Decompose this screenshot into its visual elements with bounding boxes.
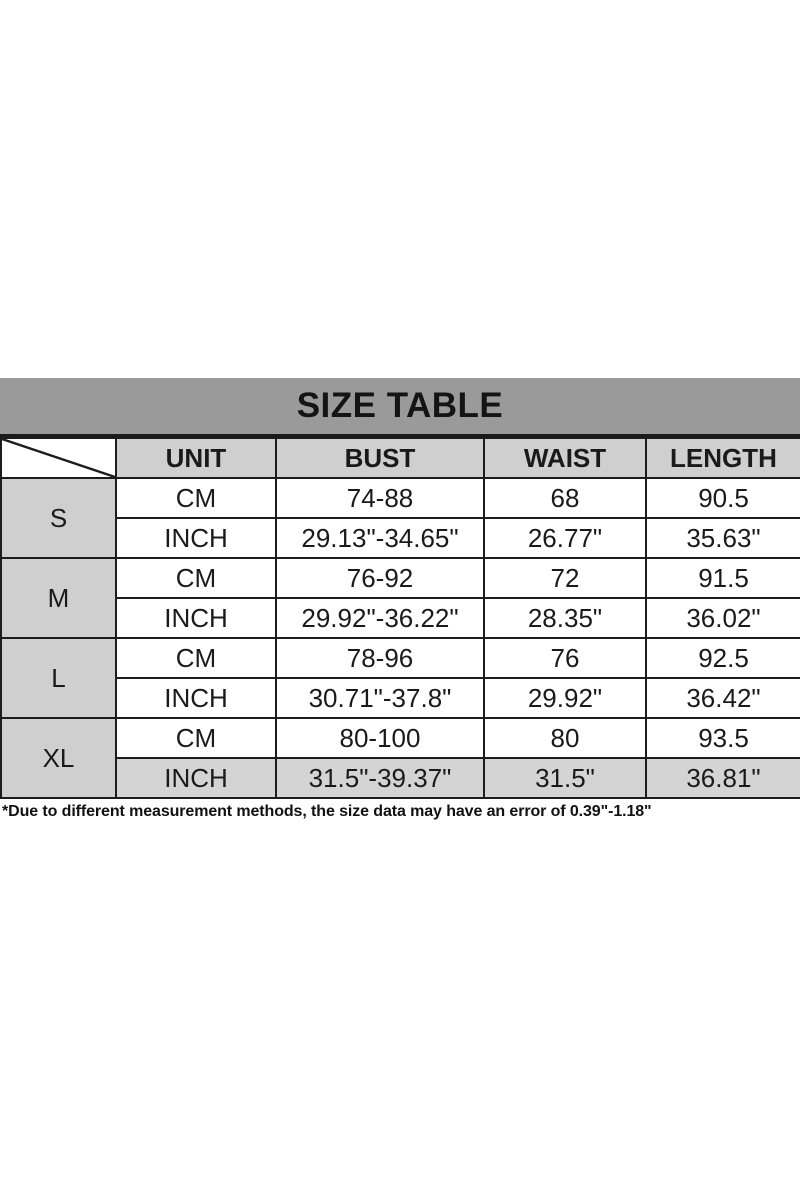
cell-xl-inch-waist: 31.5" <box>484 758 646 798</box>
cell-m-cm-bust: 76-92 <box>276 558 484 598</box>
size-table-title: SIZE TABLE <box>0 378 800 437</box>
cell-l-cm-unit: CM <box>116 638 276 678</box>
cell-m-inch-length: 36.02" <box>646 598 800 638</box>
cell-l-inch-length: 36.42" <box>646 678 800 718</box>
table-corner-cell <box>1 438 116 478</box>
cell-m-inch-waist: 28.35" <box>484 598 646 638</box>
cell-l-inch-bust: 30.71"-37.8" <box>276 678 484 718</box>
size-table-block <box>0 378 800 821</box>
size-table <box>0 437 800 799</box>
diagonal-slash-icon <box>2 439 115 477</box>
table-header-row <box>1 438 800 478</box>
column-header-bust: BUST <box>276 438 484 478</box>
cell-s-cm-unit: CM <box>116 478 276 518</box>
cell-xl-inch-unit: INCH <box>116 758 276 798</box>
cell-s-inch-length: 35.63" <box>646 518 800 558</box>
table-row <box>1 758 800 798</box>
measurement-footnote: *Due to different measurement methods, the size data may have an error of 0.39"-1.18" <box>2 803 652 820</box>
table-row <box>1 598 800 638</box>
cell-m-inch-bust: 29.92"-36.22" <box>276 598 484 638</box>
cell-xl-cm-waist: 80 <box>484 718 646 758</box>
cell-l-inch-unit: INCH <box>116 678 276 718</box>
cell-l-cm-waist: 76 <box>484 638 646 678</box>
cell-m-cm-waist: 72 <box>484 558 646 598</box>
column-header-unit: UNIT <box>116 438 276 478</box>
cell-s-inch-unit: INCH <box>116 518 276 558</box>
column-header-length: LENGTH <box>646 438 800 478</box>
cell-l-cm-bust: 78-96 <box>276 638 484 678</box>
size-label-s: S <box>1 478 116 558</box>
table-row <box>1 478 800 518</box>
cell-s-cm-length: 90.5 <box>646 478 800 518</box>
cell-l-cm-length: 92.5 <box>646 638 800 678</box>
column-header-waist: WAIST <box>484 438 646 478</box>
cell-m-inch-unit: INCH <box>116 598 276 638</box>
table-row <box>1 678 800 718</box>
cell-xl-cm-bust: 80-100 <box>276 718 484 758</box>
cell-s-inch-bust: 29.13"-34.65" <box>276 518 484 558</box>
size-label-l: L <box>1 638 116 718</box>
table-row <box>1 638 800 678</box>
table-row <box>1 518 800 558</box>
cell-xl-cm-unit: CM <box>116 718 276 758</box>
cell-xl-inch-bust: 31.5"-39.37" <box>276 758 484 798</box>
cell-s-cm-bust: 74-88 <box>276 478 484 518</box>
size-label-m: M <box>1 558 116 638</box>
table-row <box>1 558 800 598</box>
cell-s-inch-waist: 26.77" <box>484 518 646 558</box>
cell-m-cm-unit: CM <box>116 558 276 598</box>
size-label-xl: XL <box>1 718 116 798</box>
cell-xl-cm-length: 93.5 <box>646 718 800 758</box>
cell-m-cm-length: 91.5 <box>646 558 800 598</box>
cell-xl-inch-length: 36.81" <box>646 758 800 798</box>
cell-s-cm-waist: 68 <box>484 478 646 518</box>
table-row <box>1 718 800 758</box>
cell-l-inch-waist: 29.92" <box>484 678 646 718</box>
